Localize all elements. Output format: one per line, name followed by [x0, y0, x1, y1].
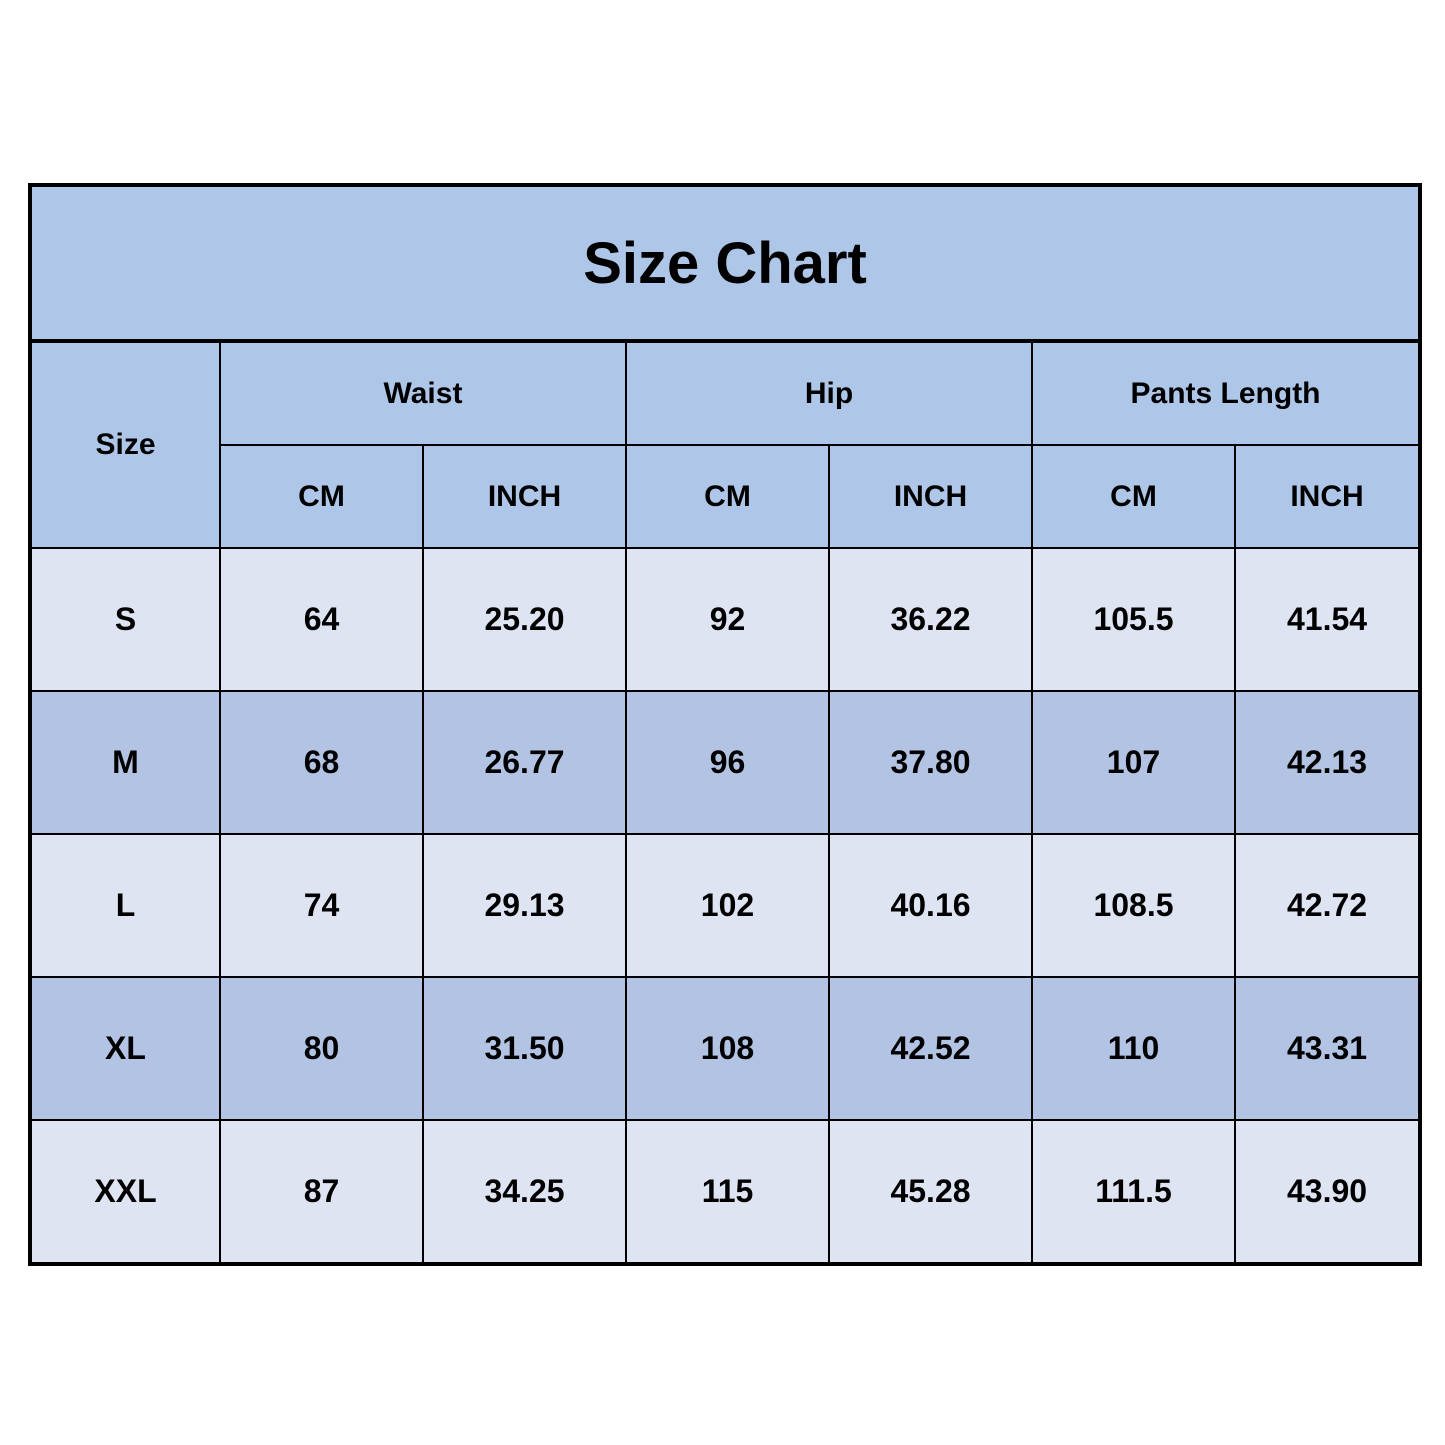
- cell-pants-inch: 42.72: [1235, 834, 1420, 977]
- table-row-s: [30, 548, 1420, 691]
- cell-pants-inch: 43.31: [1235, 977, 1420, 1120]
- cell-waist-cm: 68: [220, 691, 423, 834]
- cell-waist-inch: 29.13: [423, 834, 626, 977]
- cell-waist-inch: 34.25: [423, 1120, 626, 1264]
- column-group-waist: Waist: [220, 341, 626, 445]
- cell-pants-cm: 108.5: [1032, 834, 1235, 977]
- column-group-pants-length: Pants Length: [1032, 341, 1420, 445]
- column-group-hip: Hip: [626, 341, 1032, 445]
- cell-waist-cm: 80: [220, 977, 423, 1120]
- cell-pants-inch: 42.13: [1235, 691, 1420, 834]
- cell-pants-cm: 105.5: [1032, 548, 1235, 691]
- column-header-size: Size: [30, 341, 220, 548]
- cell-waist-cm: 87: [220, 1120, 423, 1264]
- cell-waist-inch: 26.77: [423, 691, 626, 834]
- title-row: [30, 185, 1420, 341]
- cell-pants-cm: 107: [1032, 691, 1235, 834]
- cell-hip-inch: 42.52: [829, 977, 1032, 1120]
- table-row-m: [30, 691, 1420, 834]
- page-title: Size Chart: [30, 185, 1420, 341]
- cell-hip-cm: 115: [626, 1120, 829, 1264]
- cell-waist-cm: 64: [220, 548, 423, 691]
- cell-hip-inch: 37.80: [829, 691, 1032, 834]
- cell-size: L: [30, 834, 220, 977]
- column-header-hip-inch: INCH: [829, 445, 1032, 548]
- column-header-waist-cm: CM: [220, 445, 423, 548]
- cell-hip-cm: 108: [626, 977, 829, 1120]
- cell-pants-inch: 43.90: [1235, 1120, 1420, 1264]
- size-chart-table: [28, 183, 1422, 1266]
- cell-size: M: [30, 691, 220, 834]
- table-row-l: [30, 834, 1420, 977]
- column-header-hip-cm: CM: [626, 445, 829, 548]
- cell-size: XXL: [30, 1120, 220, 1264]
- cell-hip-cm: 96: [626, 691, 829, 834]
- cell-pants-inch: 41.54: [1235, 548, 1420, 691]
- cell-waist-cm: 74: [220, 834, 423, 977]
- table-row-xl: [30, 977, 1420, 1120]
- unit-header-row: [30, 445, 1420, 548]
- cell-hip-inch: 45.28: [829, 1120, 1032, 1264]
- cell-pants-cm: 110: [1032, 977, 1235, 1120]
- cell-waist-inch: 31.50: [423, 977, 626, 1120]
- cell-size: S: [30, 548, 220, 691]
- cell-hip-inch: 40.16: [829, 834, 1032, 977]
- column-header-pants-inch: INCH: [1235, 445, 1420, 548]
- cell-waist-inch: 25.20: [423, 548, 626, 691]
- column-header-pants-cm: CM: [1032, 445, 1235, 548]
- cell-size: XL: [30, 977, 220, 1120]
- table-row-xxl: [30, 1120, 1420, 1264]
- group-header-row: [30, 341, 1420, 445]
- column-header-waist-inch: INCH: [423, 445, 626, 548]
- cell-hip-cm: 92: [626, 548, 829, 691]
- cell-hip-cm: 102: [626, 834, 829, 977]
- cell-pants-cm: 111.5: [1032, 1120, 1235, 1264]
- cell-hip-inch: 36.22: [829, 548, 1032, 691]
